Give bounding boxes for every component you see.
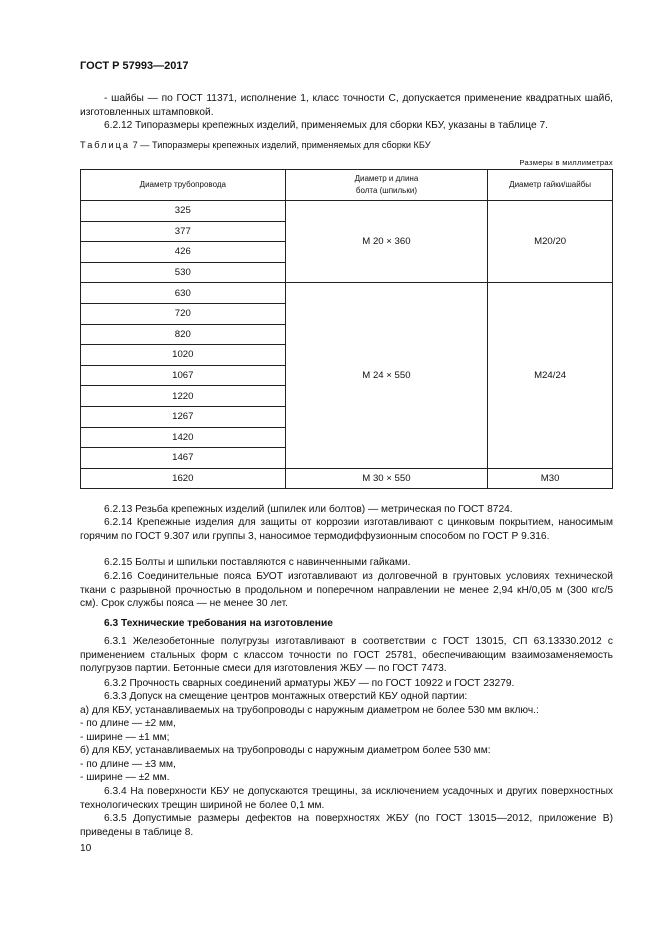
washers-paragraph: - шайбы — по ГОСТ 11371, исполнение 1, класс точности С, допускается применение квадратных шайб, изготовленных штамповкой. [80, 93, 613, 118]
paragraph-6-2-16: 6.2.16 Соединительные пояса БУОТ изготавливают из долговечной в грунтовых условиях технической ткани с разрывной прочностью в продольном и поперечном направлении не менее 2,94 кН/0,05 м (300 кгс/5 см). Срок службы пояса — не менее 30 лет. [80, 571, 613, 609]
paragraph-6-3-5: 6.3.5 Допустимые размеры дефектов на поверхностях ЖБУ (по ГОСТ 13015—2012, приложение В) приведены в таблице 8. [80, 813, 613, 838]
pipe-diameter-cell: 1220 [81, 386, 286, 407]
pipe-diameter-cell: 530 [81, 262, 286, 283]
item-b-length: - по длине — ±3 мм, [80, 759, 176, 770]
paragraph-6-3-4: 6.3.4 На поверхности КБУ не допускаются трещины, за исключением усадочных и других поверхностных технологических трещин шириной не более 0,1 мм. [80, 786, 613, 811]
nut-size-cell: М30 [488, 468, 613, 489]
paragraph-6-3-3: 6.3.3 Допуск на смещение центров монтажных отверстий КБУ одной партии: [104, 691, 468, 702]
paragraph-6-3-1: 6.3.1 Железобетонные полугрузы изготавливают в соответствии с ГОСТ 13015, СП 63.13330.2012 с применением стальных форм с классом точности по ГОСТ 25781, обеспечивающим взаимозаменяемость полугрузов партии. Бетонные смеси для изготовления ЖБУ — по ГОСТ 7473. [80, 636, 613, 674]
header-bolt-size [285, 170, 488, 201]
pipe-diameter-cell: 1620 [81, 468, 286, 489]
table-caption [80, 140, 431, 150]
header-pipe-diameter: Диаметр трубопровода [81, 170, 286, 201]
paragraph-6-2-14: 6.2.14 Крепежные изделия для защиты от коррозии изготавливают с цинковым покрытием, наносимым горячим по ГОСТ 9.307 или группы 3, наносимое термодиффузионным способом по ГОСТ Р 9.316. [80, 517, 613, 542]
pipe-diameter-cell: 820 [81, 324, 286, 345]
pipe-diameter-cell: 325 [81, 201, 286, 222]
pipe-diameter-cell: 1267 [81, 406, 286, 427]
document-header: ГОСТ Р 57993—2017 [80, 60, 189, 72]
table-row [81, 201, 613, 222]
nut-size-cell: М20/20 [488, 201, 613, 283]
pipe-diameter-cell: 377 [81, 221, 286, 242]
pipe-diameter-cell: 1467 [81, 448, 286, 469]
bolt-size-cell: М 20 × 360 [285, 201, 488, 283]
item-a-length: - по длине — ±2 мм, [80, 718, 176, 729]
header-bolt-line1: Диаметр и длина [354, 174, 419, 183]
bolt-size-cell: М 24 × 550 [285, 283, 488, 468]
item-a: а) для КБУ, устанавливаемых на трубопроводы с наружным диаметром не более 530 мм включ.: [80, 705, 539, 716]
table-caption-prefix: Таблица [80, 140, 131, 150]
item-a-width: - ширине — ±1 мм; [80, 732, 170, 743]
page-number: 10 [80, 843, 92, 854]
section-heading-6-3: 6.3 Технические требования на изготовление [104, 618, 333, 629]
header-nut-size: Диаметр гайки/шайбы [488, 170, 613, 201]
item-b-width: - ширине — ±2 мм. [80, 772, 170, 783]
pipe-diameter-cell: 1020 [81, 345, 286, 366]
paragraph-6-2-12: 6.2.12 Типоразмеры крепежных изделий, применяемых для сборки КБУ, указаны в таблице 7. [104, 120, 548, 131]
pipe-diameter-cell: 1420 [81, 427, 286, 448]
pipe-diameter-cell: 1067 [81, 365, 286, 386]
paragraph-6-2-15: 6.2.15 Болты и шпильки поставляются с навинченными гайками. [104, 557, 411, 568]
table-row [81, 283, 613, 304]
pipe-diameter-cell: 426 [81, 242, 286, 263]
paragraph-6-3-2: 6.3.2 Прочность сварных соединений арматуры ЖБУ — по ГОСТ 10922 и ГОСТ 23279. [104, 678, 515, 689]
nut-size-cell: М24/24 [488, 283, 613, 468]
pipe-diameter-cell: 720 [81, 303, 286, 324]
table-row [81, 468, 613, 489]
fastener-sizes-table [80, 169, 613, 489]
table-units-note: Размеры в миллиметрах [519, 158, 613, 167]
header-bolt-line2: болта (шпильки) [355, 186, 417, 195]
item-b: б) для КБУ, устанавливаемых на трубопроводы с наружным диаметром более 530 мм: [80, 745, 491, 756]
bolt-size-cell: М 30 × 550 [285, 468, 488, 489]
pipe-diameter-cell: 630 [81, 283, 286, 304]
paragraph-6-2-13: 6.2.13 Резьба крепежных изделий (шпилек или болтов) — метрическая по ГОСТ 8724. [104, 504, 513, 515]
table-caption-text: 7 — Типоразмеры крепежных изделий, применяемых для сборки КБУ [130, 140, 431, 150]
